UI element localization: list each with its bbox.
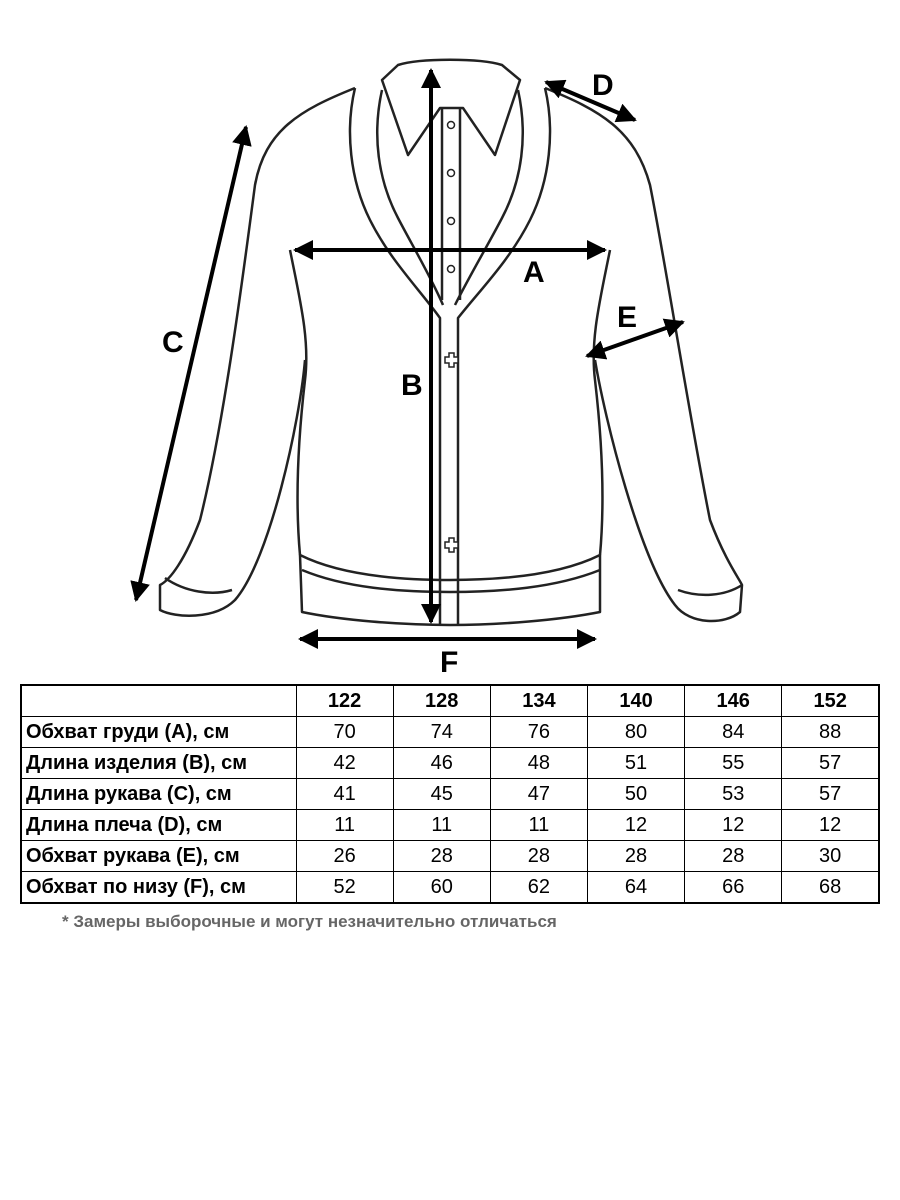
shirt-button bbox=[448, 266, 455, 273]
header-cell: 134 bbox=[490, 685, 587, 717]
label-B: B bbox=[401, 369, 423, 402]
table-cell: 50 bbox=[587, 779, 684, 810]
table-cell: 70 bbox=[296, 717, 393, 748]
table-cell: 30 bbox=[782, 841, 879, 872]
table-cell: 28 bbox=[393, 841, 490, 872]
table-cell: 45 bbox=[393, 779, 490, 810]
label-D: D bbox=[592, 69, 614, 102]
row-label: Обхват по низу (F), см bbox=[21, 872, 296, 904]
left-side bbox=[290, 250, 306, 555]
table-cell: 48 bbox=[490, 748, 587, 779]
header-cell bbox=[21, 685, 296, 717]
collar-right-outer bbox=[458, 88, 550, 625]
hem-band bbox=[300, 555, 600, 625]
table-cell: 28 bbox=[587, 841, 684, 872]
measurement-note: * Замеры выборочные и могут незначительно отличаться bbox=[62, 912, 557, 931]
table-cell: 62 bbox=[490, 872, 587, 904]
table-cell: 52 bbox=[296, 872, 393, 904]
shirt-button bbox=[448, 170, 455, 177]
table-cell: 28 bbox=[685, 841, 782, 872]
table-cell: 64 bbox=[587, 872, 684, 904]
table-row bbox=[21, 841, 879, 872]
table-cell: 51 bbox=[587, 748, 684, 779]
table-cell: 28 bbox=[490, 841, 587, 872]
row-label: Длина изделия (B), см bbox=[21, 748, 296, 779]
table-row bbox=[21, 748, 879, 779]
header-cell: 122 bbox=[296, 685, 393, 717]
label-A: A bbox=[523, 256, 545, 289]
table-cell: 12 bbox=[587, 810, 684, 841]
arrow-shoulder-D bbox=[546, 82, 635, 120]
table-cell: 88 bbox=[782, 717, 879, 748]
table-row bbox=[21, 779, 879, 810]
table-cell: 57 bbox=[782, 748, 879, 779]
table-cell: 26 bbox=[296, 841, 393, 872]
label-C: C bbox=[162, 326, 184, 359]
table-cell: 46 bbox=[393, 748, 490, 779]
table-cell: 57 bbox=[782, 779, 879, 810]
right-sleeve bbox=[545, 88, 742, 621]
shirt-button bbox=[448, 218, 455, 225]
size-table bbox=[20, 684, 880, 904]
collar-right-inner bbox=[455, 90, 523, 305]
header-cell: 140 bbox=[587, 685, 684, 717]
table-row bbox=[21, 810, 879, 841]
table-row bbox=[21, 872, 879, 904]
collar-left-inner bbox=[377, 90, 443, 305]
row-label: Длина рукава (C), см bbox=[21, 779, 296, 810]
table-cell: 66 bbox=[685, 872, 782, 904]
table-cell: 53 bbox=[685, 779, 782, 810]
table-cell: 11 bbox=[296, 810, 393, 841]
size-table-header-row bbox=[21, 685, 879, 717]
header-cell: 128 bbox=[393, 685, 490, 717]
table-row bbox=[21, 717, 879, 748]
table-cell: 55 bbox=[685, 748, 782, 779]
header-cell: 152 bbox=[782, 685, 879, 717]
shirt-button bbox=[448, 122, 455, 129]
table-cell: 12 bbox=[782, 810, 879, 841]
table-cell: 12 bbox=[685, 810, 782, 841]
left-sleeve bbox=[160, 88, 355, 616]
table-cell: 42 bbox=[296, 748, 393, 779]
table-cell: 11 bbox=[393, 810, 490, 841]
right-side bbox=[594, 250, 610, 555]
size-table-container bbox=[20, 684, 880, 899]
row-label: Длина плеча (D), см bbox=[21, 810, 296, 841]
table-cell: 76 bbox=[490, 717, 587, 748]
right-cuff-line bbox=[678, 585, 742, 595]
table-cell: 11 bbox=[490, 810, 587, 841]
left-cuff-line bbox=[165, 578, 232, 593]
cardigan-button bbox=[445, 353, 458, 367]
table-cell: 80 bbox=[587, 717, 684, 748]
table-cell: 60 bbox=[393, 872, 490, 904]
row-label: Обхват груди (A), см bbox=[21, 717, 296, 748]
table-cell: 74 bbox=[393, 717, 490, 748]
cardigan-button bbox=[445, 538, 458, 552]
table-cell: 84 bbox=[685, 717, 782, 748]
collar-left-outer bbox=[350, 88, 440, 625]
shirt-collar bbox=[382, 60, 520, 155]
label-E: E bbox=[617, 301, 638, 334]
label-F: F bbox=[440, 646, 459, 679]
header-cell: 146 bbox=[685, 685, 782, 717]
table-cell: 41 bbox=[296, 779, 393, 810]
cardigan-buttons bbox=[445, 353, 458, 552]
table-cell: 47 bbox=[490, 779, 587, 810]
table-cell: 68 bbox=[782, 872, 879, 904]
row-label: Обхват рукава (E), см bbox=[21, 841, 296, 872]
